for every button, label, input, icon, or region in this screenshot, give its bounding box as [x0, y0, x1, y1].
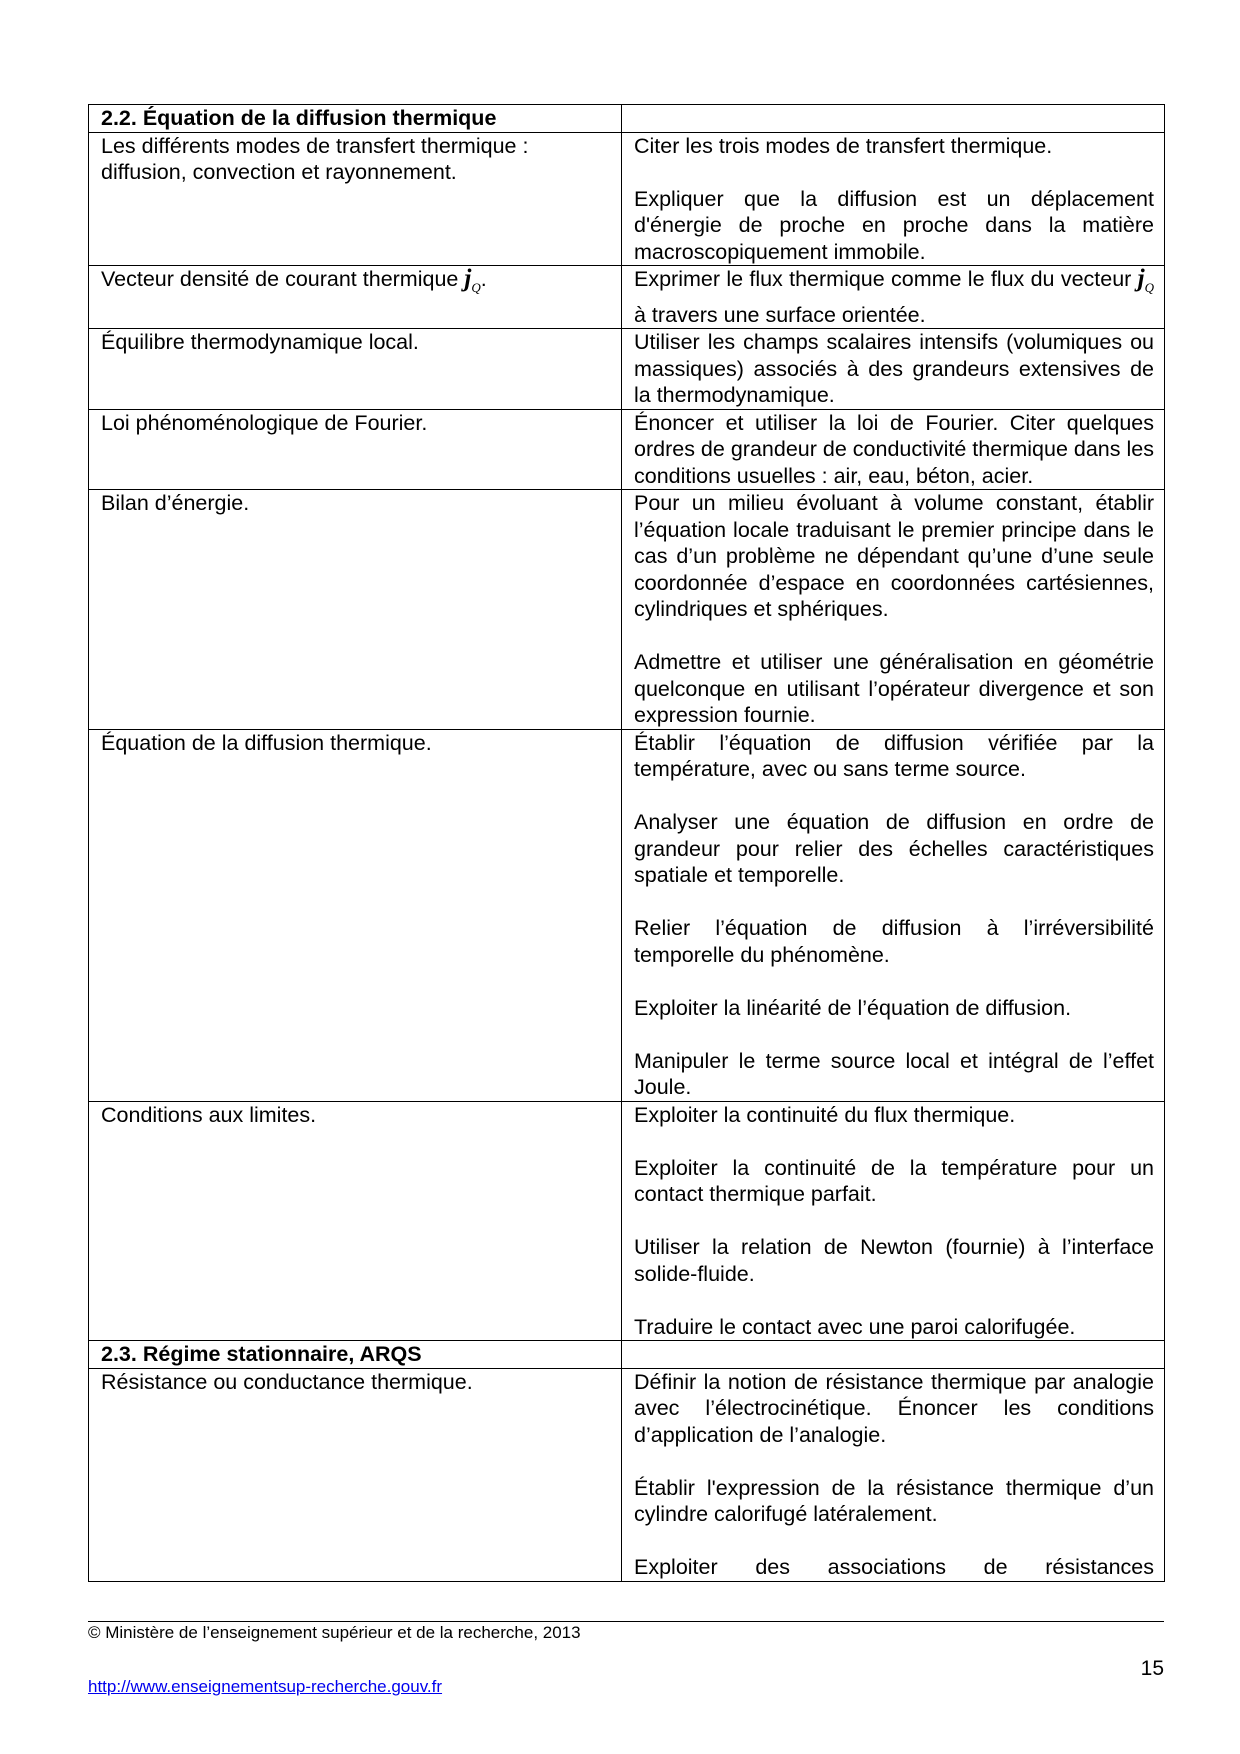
notion-text: Équilibre thermodynamique local.: [101, 330, 419, 354]
page-number: 15: [1140, 1657, 1164, 1680]
table-row: [89, 409, 1165, 490]
empty-cell: [622, 105, 1165, 133]
notion-cell: [89, 729, 622, 1101]
capacity-cell: [622, 490, 1165, 730]
capacity-cell: [622, 132, 1165, 266]
section-header-row: [89, 1341, 1165, 1369]
notion-cell: [89, 1101, 622, 1341]
section-header-row: [89, 105, 1165, 133]
capacity-text: Traduire le contact avec une paroi calorifugée.: [634, 1314, 1076, 1339]
capacity-text: Analyser une équation de diffusion en ordre de grandeur pour relier des échelles caractéristiques spatiale et temporelle.: [634, 810, 1154, 887]
table-row: [89, 266, 1165, 329]
table-row: [89, 132, 1165, 266]
capacity-text: Exploiter des associations de résistances: [634, 1555, 1154, 1579]
notion-text: Loi phénoménologique de Fourier.: [101, 410, 428, 435]
notion-text: Équation de la diffusion thermique.: [101, 730, 432, 755]
notion-text: Bilan d’énergie.: [101, 491, 250, 515]
capacity-text: Définir la notion de résistance thermique par analogie avec l’électrocinétique. Énoncer les conditions d’application de l’analogie.: [634, 1369, 1154, 1447]
capacity-text: Manipuler le terme source local et intégral de l’effet Joule.: [634, 1048, 1154, 1099]
heat-flux-vector-symbol: $j_Q$: [1137, 265, 1154, 295]
capacity-text: Exploiter la continuité de la température pour un contact thermique parfait.: [634, 1155, 1154, 1206]
notion-text: Conditions aux limites.: [101, 1102, 317, 1127]
capacity-text: Exprimer le flux thermique comme le flux du vecteur $j_Q$ à travers une surface orientée.: [634, 265, 1154, 327]
table-row: [89, 1101, 1165, 1341]
capacity-text: Utiliser la relation de Newton (fournie) à l’interface solide-fluide.: [634, 1235, 1154, 1286]
capacity-text: Établir l’équation de diffusion vérifiée par la température, avec ou sans terme source.: [634, 730, 1154, 781]
capacity-cell: [622, 1368, 1165, 1581]
program-table: [88, 104, 1165, 1582]
notion-cell: [89, 409, 622, 490]
capacity-cell: [622, 409, 1165, 490]
capacity-text: Exploiter la continuité du flux thermique.: [634, 1102, 1016, 1127]
notion-cell: [89, 1368, 622, 1581]
capacity-text: Expliquer que la diffusion est un déplacement d'énergie de proche en proche dans la matière macroscopiquement immobile.: [634, 186, 1154, 264]
footer-divider: [88, 1621, 1164, 1622]
notion-text: Vecteur densité de courant thermique $j_Q$.: [101, 265, 487, 295]
table-row: [89, 490, 1165, 730]
capacity-text: Établir l'expression de la résistance thermique d’un cylindre calorifugé latéralement.: [634, 1475, 1154, 1526]
capacity-cell: [622, 1101, 1165, 1341]
copyright-notice: © Ministère de l’enseignement supérieur et de la recherche, 2013: [88, 1623, 581, 1642]
table-row: [89, 729, 1165, 1101]
notion-cell: [89, 329, 622, 410]
capacity-text: Exploiter la linéarité de l’équation de diffusion.: [634, 995, 1072, 1020]
ministry-website-link[interactable]: http://www.enseignementsup-recherche.gouv.fr: [88, 1677, 443, 1696]
capacity-cell: [622, 729, 1165, 1101]
notion-cell: [89, 266, 622, 329]
capacity-text: Utiliser les champs scalaires intensifs (volumiques ou massiques) associés à des grandeurs extensives de la thermodynamique.: [634, 330, 1154, 407]
capacity-cell: [622, 266, 1165, 329]
table-row: [89, 329, 1165, 410]
heat-flux-vector-symbol: $j_Q$: [464, 265, 481, 295]
table-row: [89, 1368, 1165, 1581]
notion-text: Les différents modes de transfert thermique : diffusion, convection et rayonnement.: [101, 133, 529, 184]
section-title: 2.3. Régime stationnaire, ARQS: [89, 1341, 622, 1369]
empty-cell: [622, 1341, 1165, 1369]
capacity-text: Pour un milieu évoluant à volume constant, établir l’équation locale traduisant le premier principe dans le cas d’un problème ne dépendant qu’une d’une seule coordonnée d’espace en coordonnées cartésiennes, cylindriques et sphériques.: [634, 491, 1154, 621]
notion-cell: [89, 132, 622, 266]
notion-cell: [89, 490, 622, 730]
section-title: 2.2. Équation de la diffusion thermique: [89, 105, 622, 133]
capacity-text: Citer les trois modes de transfert thermique.: [634, 133, 1053, 158]
notion-text: Résistance ou conductance thermique.: [101, 1369, 473, 1394]
capacity-text: Admettre et utiliser une généralisation en géométrie quelconque en utilisant l’opérateur divergence et son expression fournie.: [634, 650, 1154, 727]
capacity-text: Énoncer et utiliser la loi de Fourier. Citer quelques ordres de grandeur de conductivité thermique dans les conditions usuelles : air, eau, béton, acier.: [634, 410, 1154, 488]
capacity-cell: [622, 329, 1165, 410]
capacity-text: Relier l’équation de diffusion à l’irréversibilité temporelle du phénomène.: [634, 916, 1154, 967]
